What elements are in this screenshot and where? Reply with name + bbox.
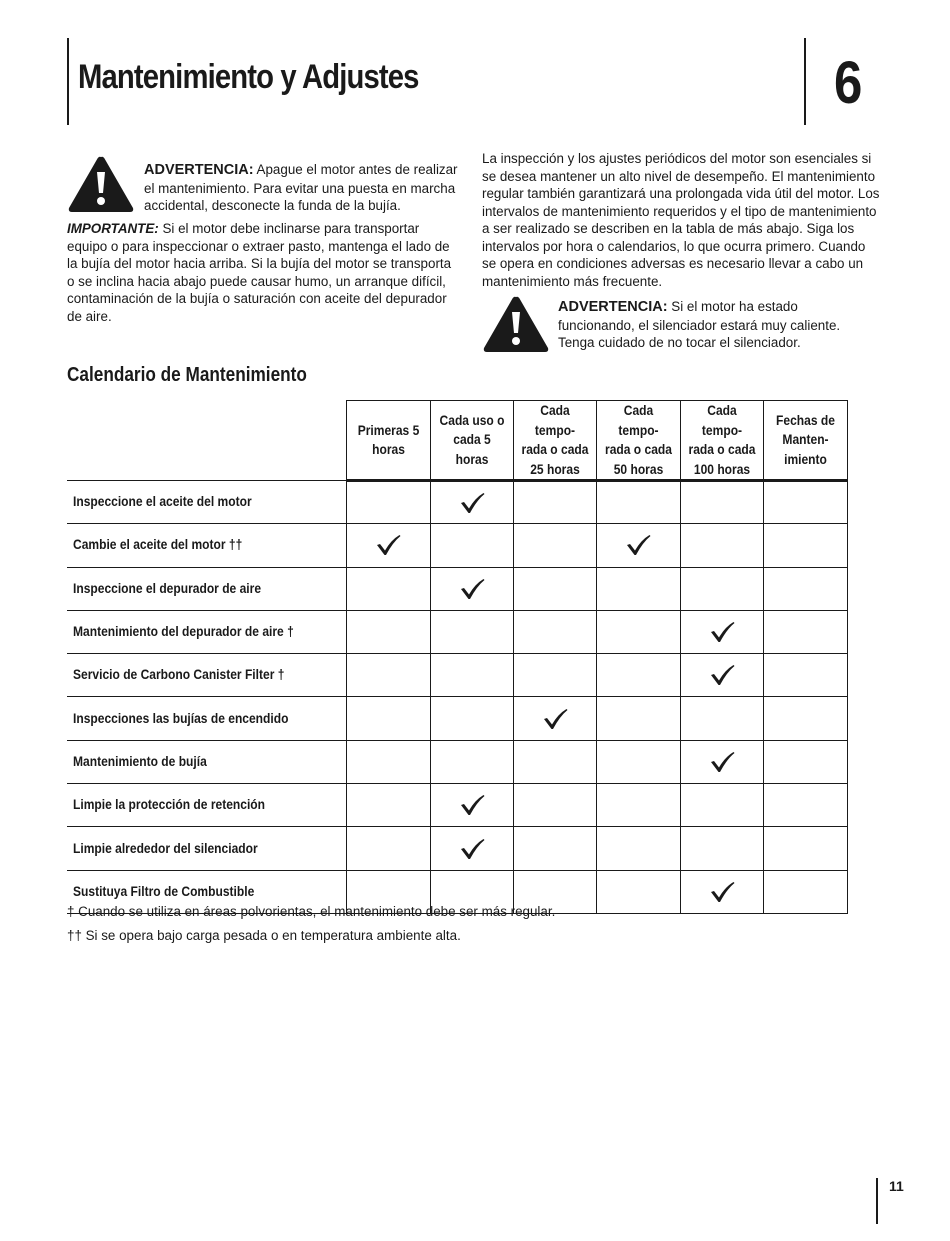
checkmark-icon: [709, 621, 735, 643]
schedule-cell: [513, 567, 596, 610]
schedule-cell: [763, 610, 847, 653]
schedule-cell: [763, 697, 847, 740]
schedule-cell: [513, 827, 596, 870]
task-cell: [67, 697, 346, 740]
page-number: 11: [889, 1178, 904, 1194]
schedule-cell: [596, 654, 680, 697]
checkmark-icon: [375, 534, 401, 556]
schedule-cell: [346, 481, 430, 524]
column-header-line: Cada uso o: [439, 411, 504, 428]
warning-triangle-icon: [67, 154, 135, 214]
checkmark-icon: [709, 881, 735, 903]
task-label: Inspeccione el depurador de aire: [73, 579, 262, 596]
column-header-line: Manten-: [781, 431, 829, 448]
column-header-line: Cada tempo-: [617, 402, 659, 438]
schedule-cell: [596, 567, 680, 610]
schedule-cell: [680, 481, 763, 524]
schedule-cell: [763, 870, 847, 913]
important-label: IMPORTANTE:: [67, 221, 159, 236]
task-cell: [67, 827, 346, 870]
warning-triangle-icon: [482, 294, 550, 354]
column-header-line: imiento: [783, 450, 827, 467]
schedule-cell: [430, 697, 513, 740]
schedule-cell: [596, 870, 680, 913]
schedule-cell: [430, 784, 513, 827]
schedule-cell: [346, 567, 430, 610]
schedule-cell: [346, 784, 430, 827]
table-row: [67, 524, 847, 567]
table-row: [67, 567, 847, 610]
schedule-cell: [763, 740, 847, 783]
schedule-cell: [680, 870, 763, 913]
column-header-line: rada o cada: [521, 441, 588, 457]
schedule-cell: [680, 740, 763, 783]
task-cell: [67, 481, 346, 524]
task-label: Mantenimiento de bujía: [73, 752, 207, 769]
table-header-row: [67, 401, 847, 481]
important-note: [67, 220, 462, 325]
schedule-cell: [346, 524, 430, 567]
header-blank-cell: [67, 401, 346, 481]
schedule-cell: [430, 481, 513, 524]
checkmark-icon: [709, 751, 735, 773]
schedule-cell: [346, 697, 430, 740]
schedule-cell: [763, 524, 847, 567]
column-header: [346, 401, 430, 481]
column-header-line: Cada tempo-: [534, 402, 575, 438]
schedule-cell: [596, 740, 680, 783]
table-row: [67, 697, 847, 740]
schedule-cell: [513, 524, 596, 567]
page-title: Mantenimiento y Adjustes: [78, 58, 419, 96]
schedule-cell: [430, 567, 513, 610]
warning-body: Si el motor ha estado funcionando, el silenciador estará muy caliente. Tenga cuidado de no tocar el silenciador.: [558, 299, 841, 350]
table-row: [67, 784, 847, 827]
task-cell: [67, 610, 346, 653]
task-label: Servicio de Carbono Canister Filter †: [73, 666, 285, 683]
task-cell: [67, 567, 346, 610]
schedule-cell: [513, 654, 596, 697]
task-cell: [67, 784, 346, 827]
schedule-cell: [596, 784, 680, 827]
schedule-cell: [430, 524, 513, 567]
task-label: Sustituya Filtro de Combustible: [73, 882, 255, 899]
column-header: [596, 401, 680, 481]
table-row: [67, 654, 847, 697]
schedule-cell: [680, 654, 763, 697]
warning-label: ADVERTENCIA:: [558, 299, 668, 315]
task-label: Cambie el aceite del motor ††: [73, 536, 243, 553]
schedule-cell: [596, 697, 680, 740]
checkmark-icon: [459, 492, 485, 514]
schedule-cell: [346, 827, 430, 870]
header-left-rule: [67, 38, 69, 125]
checkmark-icon: [542, 708, 568, 730]
column-header: [680, 401, 763, 481]
table-row: [67, 481, 847, 524]
schedule-cell: [763, 827, 847, 870]
checkmark-icon: [709, 664, 735, 686]
task-label: Limpie la protección de retención: [73, 796, 266, 813]
column-header-line: cada 5 horas: [452, 431, 491, 467]
warning-body: Apague el motor antes de realizar el mantenimiento. Para evitar una puesta en marcha accidental, desconecte la funda de la bujía.: [144, 162, 458, 213]
column-header-line: 25 horas: [529, 460, 580, 477]
schedule-cell: [680, 784, 763, 827]
column-header-line: 50 horas: [613, 460, 663, 477]
schedule-cell: [763, 784, 847, 827]
schedule-cell: [680, 524, 763, 567]
table-row: [67, 827, 847, 870]
schedule-cell: [763, 481, 847, 524]
schedule-cell: [430, 610, 513, 653]
footnote-dagger: † Cuando se utiliza en áreas polvorientas, el mantenimiento debe ser más regular.: [67, 904, 556, 919]
checkmark-icon: [625, 534, 651, 556]
checkmark-icon: [459, 578, 485, 600]
warning-label: ADVERTENCIA:: [144, 162, 254, 178]
schedule-cell: [763, 654, 847, 697]
chapter-number: 6: [834, 49, 863, 116]
schedule-cell: [680, 697, 763, 740]
task-cell: [67, 740, 346, 783]
warning-maintenance-text: [144, 161, 469, 215]
task-label: Inspeccione el aceite del motor: [73, 493, 252, 510]
schedule-cell: [596, 827, 680, 870]
task-label: Mantenimiento del depurador de aire †: [73, 623, 294, 640]
schedule-cell: [596, 610, 680, 653]
schedule-cell: [430, 740, 513, 783]
column-header: [763, 401, 847, 481]
schedule-cell: [346, 654, 430, 697]
column-header-line: Fechas de: [775, 411, 835, 428]
intro-paragraph: La inspección y los ajustes periódicos del motor son esenciales si se desea mantener un alto nivel de desempeño. El mantenimiento regular también garantizará una prolongada vida útil del motor. Los intervalos de mantenimiento requeridos y el tipo de mantenimiento a ser realizado se describen en la tabla de más abajo. Siga los intervalos por hora o calendarios, lo que ocurra primero. Cuando se opera en condiciones adversas es necesario llevar a cabo un mantenimiento más frecuente.: [482, 151, 880, 289]
task-label: Inspecciones las bujías de encendido: [73, 709, 289, 726]
schedule-title: Calendario de Mantenimiento: [67, 364, 307, 386]
schedule-cell: [513, 784, 596, 827]
schedule-cell: [430, 827, 513, 870]
schedule-cell: [513, 697, 596, 740]
schedule-cell: [763, 567, 847, 610]
footnote-double-dagger: †† Si se opera bajo carga pesada o en temperatura ambiente alta.: [67, 928, 461, 943]
schedule-cell: [513, 610, 596, 653]
column-header-line: 100 horas: [693, 460, 750, 477]
column-header-line: Cada tempo-: [701, 402, 742, 438]
table-row: [67, 610, 847, 653]
schedule-cell: [513, 740, 596, 783]
column-header-line: rada o cada: [604, 441, 672, 457]
schedule-cell: [346, 740, 430, 783]
column-header-line: Primeras 5: [357, 421, 419, 438]
checkmark-icon: [459, 794, 485, 816]
schedule-cell: [513, 481, 596, 524]
page-number-rule: [876, 1178, 878, 1224]
table-row: [67, 740, 847, 783]
schedule-cell: [680, 827, 763, 870]
checkmark-icon: [459, 838, 485, 860]
schedule-cell: [680, 610, 763, 653]
column-header-line: rada o cada: [688, 441, 755, 457]
task-label: Limpie alrededor del silenciador: [73, 839, 258, 856]
warning-muffler-text: [558, 298, 858, 352]
schedule-cell: [680, 567, 763, 610]
schedule-cell: [346, 610, 430, 653]
important-body: Si el motor debe inclinarse para transportar equipo o para inspeccionar o extraer pasto, mantenga el lado de la bujía del motor hacia arriba. Si la bujía del motor se transporta o se inclina hacia abajo puede causar humo, un arranque difícil, contaminación de la bujía o saturación con aceite del depurador de aire.: [67, 221, 452, 324]
schedule-cell: [430, 654, 513, 697]
task-cell: [67, 524, 346, 567]
column-header: [430, 401, 513, 481]
schedule-cell: [596, 524, 680, 567]
column-header: [513, 401, 596, 481]
header-right-rule: [804, 38, 806, 125]
task-cell: [67, 654, 346, 697]
maintenance-schedule-table: [67, 400, 848, 914]
schedule-cell: [596, 481, 680, 524]
column-header-line: horas: [371, 441, 405, 457]
